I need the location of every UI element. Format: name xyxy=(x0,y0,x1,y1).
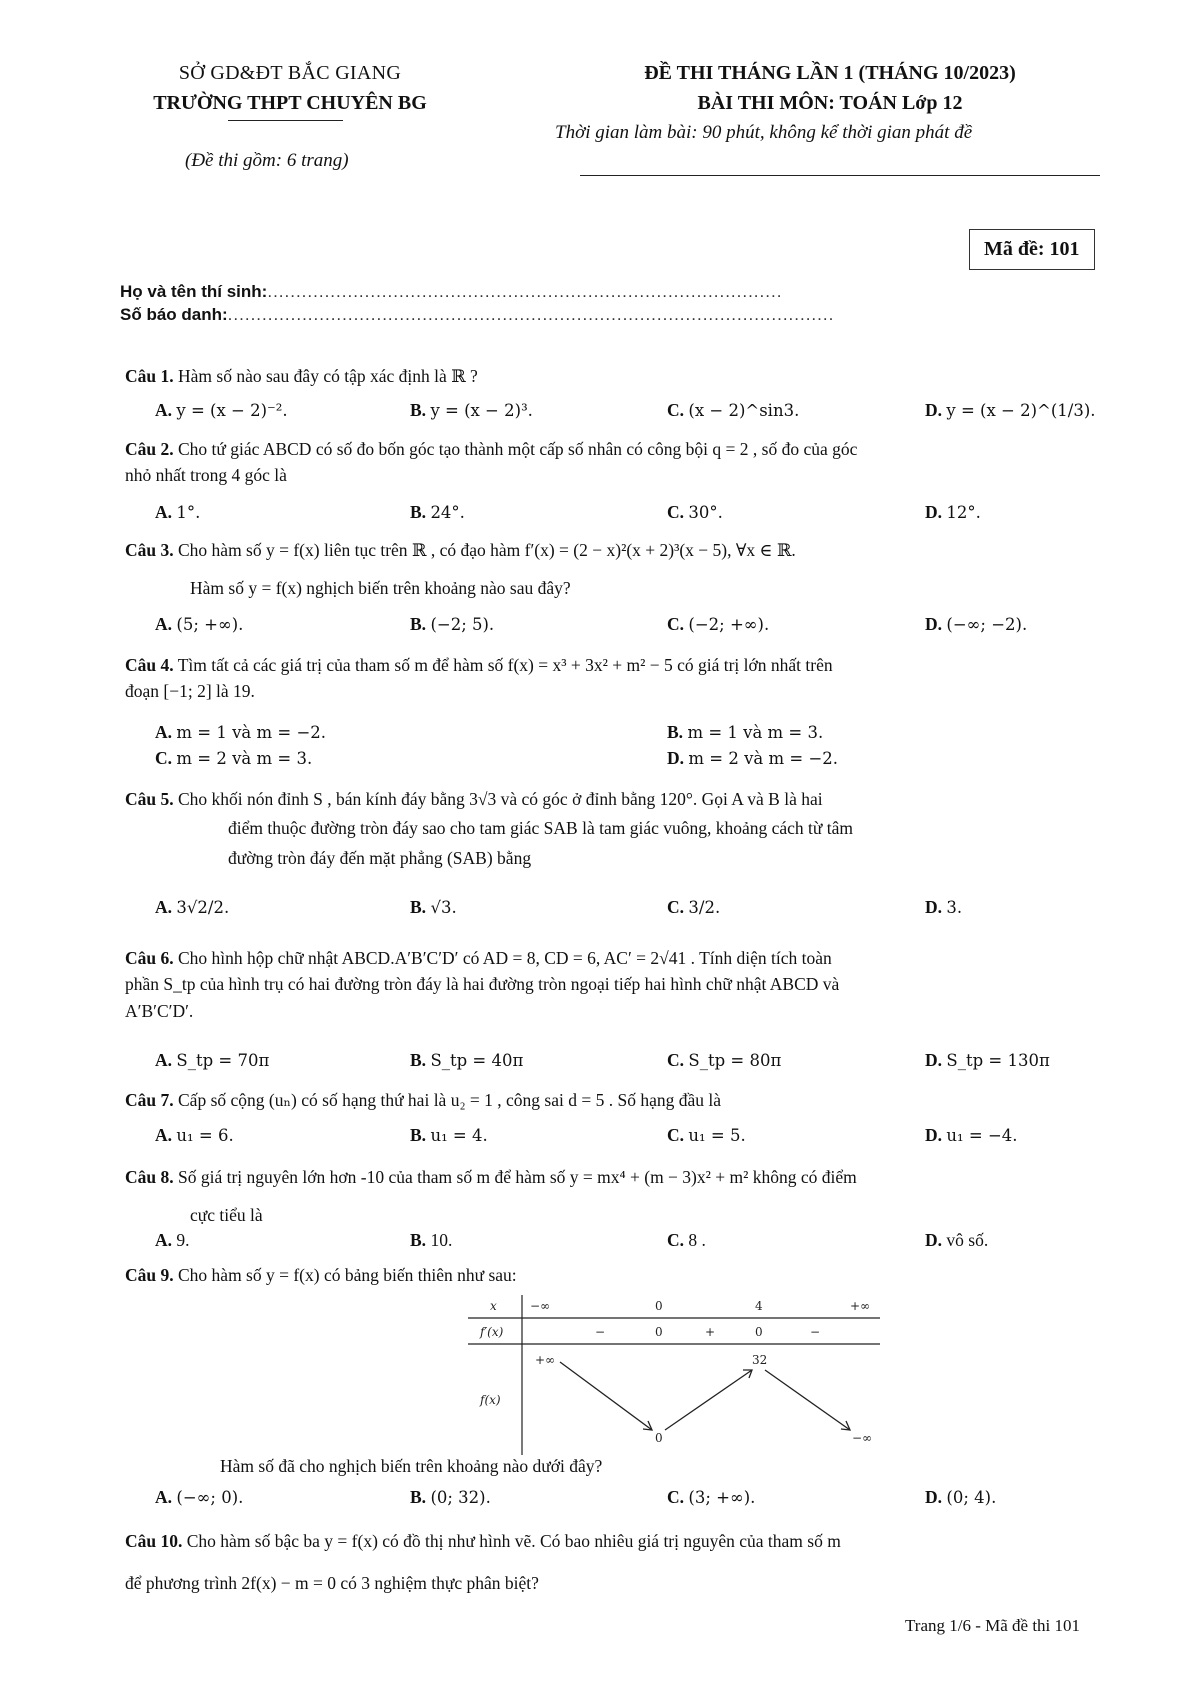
question-3-line2: Hàm số y = f(x) nghịch biến trên khoảng nào sau đây? xyxy=(190,578,571,598)
q7-option-c[interactable]: C. u₁ = 5. xyxy=(667,1125,746,1145)
student-name-label: Họ và tên thí sinh: xyxy=(120,282,268,301)
q7-option-d[interactable]: D. u₁ = −4. xyxy=(925,1125,1018,1145)
vt-f-value: −∞ xyxy=(852,1431,873,1445)
q1-option-d[interactable]: D. y = (x − 2)^(1/3). xyxy=(925,400,1096,420)
exam-subject: BÀI THI MÔN: TOÁN Lớp 12 xyxy=(697,92,963,114)
question-9-line2: Hàm số đã cho nghịch biến trên khoảng nào dưới đây? xyxy=(220,1456,603,1476)
student-id-dots: .......................................................................................................... xyxy=(227,305,835,324)
question-8: Câu 8. Số giá trị nguyên lớn hơn -10 của tham số m để hàm số y = mx⁴ + (m − 3)x² + m² không có điểm xyxy=(125,1167,857,1187)
question-5-line2: điểm thuộc đường tròn đáy sao cho tam giác SAB là tam giác vuông, khoảng cách từ tâm xyxy=(228,818,854,838)
q3-option-c[interactable]: C. (−2; +∞). xyxy=(667,614,770,634)
question-5: Câu 5. Cho khối nón đỉnh S , bán kính đáy bằng 3√3 và có góc ở đỉnh bằng 120°. Gọi A và B là hai xyxy=(125,789,823,809)
q5-option-b[interactable]: B. √3. xyxy=(410,897,457,917)
q6-option-a[interactable]: A. S_tp = 70π xyxy=(155,1050,270,1070)
time-note: Thời gian làm bài: 90 phút, không kể thời gian phát đề xyxy=(555,122,973,143)
q9-option-a[interactable]: A. (−∞; 0). xyxy=(155,1487,244,1507)
vt-sign: + xyxy=(705,1325,716,1339)
q8-option-a[interactable]: A. 9. xyxy=(155,1230,190,1250)
vt-f-value: 32 xyxy=(752,1353,768,1367)
q9-option-d[interactable]: D. (0; 4). xyxy=(925,1487,997,1507)
vt-sign: 0 xyxy=(755,1325,763,1339)
q6-option-d[interactable]: D. S_tp = 130π xyxy=(925,1050,1050,1070)
vt-f-value: +∞ xyxy=(535,1353,556,1367)
vt-x-value: +∞ xyxy=(850,1299,871,1313)
q8-option-c[interactable]: C. 8 . xyxy=(667,1230,706,1250)
q1-option-b[interactable]: B. y = (x − 2)³. xyxy=(410,400,533,420)
vt-x-label: x xyxy=(490,1299,497,1313)
q8-option-b[interactable]: B. 10. xyxy=(410,1230,453,1250)
q3-option-d[interactable]: D. (−∞; −2). xyxy=(925,614,1028,634)
question-5-line3: đường tròn đáy đến mặt phẳng (SAB) bằng xyxy=(228,848,532,868)
school-underline xyxy=(228,120,343,121)
q5-option-d[interactable]: D. 3. xyxy=(925,897,963,917)
vt-sign: − xyxy=(595,1325,606,1339)
question-1: Câu 1. Hàm số nào sau đây có tập xác định là ℝ ? xyxy=(125,366,478,386)
q6-option-b[interactable]: B. S_tp = 40π xyxy=(410,1050,524,1070)
question-6: Câu 6. Cho hình hộp chữ nhật ABCD.A′B′C′D′ có AD = 8, CD = 6, AC′ = 2√41 . Tính diện tích toàn phần S_tp của hình trụ có hai đường tròn đáy là hai đường tròn ngoại tiếp hai hình chữ nhật ABCD và A′B′C′D′. xyxy=(125,948,840,1021)
header-rule xyxy=(580,175,1100,176)
variation-table xyxy=(460,1290,890,1460)
q3-option-a[interactable]: A. (5; +∞). xyxy=(155,614,244,634)
q2-option-d[interactable]: D. 12°. xyxy=(925,502,981,522)
vt-x-value: −∞ xyxy=(530,1299,551,1313)
question-10-line2: để phương trình 2f(x) − m = 0 có 3 nghiệm thực phân biệt? xyxy=(125,1573,539,1593)
vt-sign: 0 xyxy=(655,1325,663,1339)
question-4: Câu 4. Tìm tất cả các giá trị của tham số m để hàm số f(x) = x³ + 3x² + m² − 5 có giá trị lớn nhất trên đoạn [−1; 2] là 19. xyxy=(125,655,833,702)
q5-option-a[interactable]: A. 3√2/2. xyxy=(155,897,230,917)
q2-option-a[interactable]: A. 1°. xyxy=(155,502,201,522)
vt-sign: − xyxy=(810,1325,821,1339)
student-name-dots: .......................................................................................... xyxy=(267,282,783,301)
vt-x-value: 4 xyxy=(755,1299,763,1313)
q7-option-b[interactable]: B. u₁ = 4. xyxy=(410,1125,488,1145)
vt-arrow-down-2 xyxy=(765,1370,850,1430)
q5-option-c[interactable]: C. 3/2. xyxy=(667,897,721,917)
q1-option-c[interactable]: C. (x − 2)^sin3. xyxy=(667,400,800,420)
q2-option-b[interactable]: B. 24°. xyxy=(410,502,465,522)
question-7: Câu 7. Cấp số cộng (uₙ) có số hạng thứ hai là u₂ = 1 , công sai d = 5 . Số hạng đầu là xyxy=(125,1090,722,1110)
q7-option-a[interactable]: A. u₁ = 6. xyxy=(155,1125,234,1145)
question-2: Câu 2. Cho tứ giác ABCD có số đo bốn góc tạo thành một cấp số nhân có công bội q = 2 , số đo của góc nhỏ nhất trong 4 góc là xyxy=(125,439,858,486)
vt-arrow-down-1 xyxy=(560,1362,652,1430)
q4-option-b[interactable]: B. m = 1 và m = 3. xyxy=(667,722,824,742)
department-name: SỞ GD&ĐT BẮC GIANG xyxy=(178,62,402,84)
student-name-line[interactable] xyxy=(120,282,782,302)
vt-f-label: f(x) xyxy=(480,1393,501,1407)
exam-title: ĐỀ THI THÁNG LẦN 1 (THÁNG 10/2023) xyxy=(644,62,1016,84)
q9-option-b[interactable]: B. (0; 32). xyxy=(410,1487,491,1507)
exam-code-box: Mã đề: 101 xyxy=(969,229,1095,270)
vt-x-value: 0 xyxy=(655,1299,663,1313)
q4-option-a[interactable]: A. m = 1 và m = −2. xyxy=(155,722,327,742)
q9-option-c[interactable]: C. (3; +∞). xyxy=(667,1487,756,1507)
pages-note: (Đề thi gồm: 6 trang) xyxy=(185,150,349,171)
q6-option-c[interactable]: C. S_tp = 80π xyxy=(667,1050,782,1070)
student-id-line[interactable] xyxy=(120,305,834,325)
q2-option-c[interactable]: C. 30°. xyxy=(667,502,723,522)
page-footer: Trang 1/6 - Mã đề thi 101 xyxy=(905,1616,1081,1635)
vt-arrow-up xyxy=(665,1370,752,1430)
question-8-line2: cực tiểu là xyxy=(190,1205,263,1225)
question-3: Câu 3. Cho hàm số y = f(x) liên tục trên ℝ , có đạo hàm f′(x) = (2 − x)²(x + 2)³(x − 5), ∀x ∈ ℝ. xyxy=(125,540,796,560)
q3-option-b[interactable]: B. (−2; 5). xyxy=(410,614,495,634)
vt-f-value: 0 xyxy=(655,1431,663,1445)
q4-option-c[interactable]: C. m = 2 và m = 3. xyxy=(155,748,313,768)
question-9: Câu 9. Cho hàm số y = f(x) có bảng biến thiên như sau: xyxy=(125,1265,517,1285)
q1-option-a[interactable]: A. y = (x − 2)⁻². xyxy=(155,400,288,420)
q8-option-d[interactable]: D. vô số. xyxy=(925,1230,989,1250)
question-1-text: Hàm số nào sau đây có tập xác định là ℝ ? xyxy=(178,366,478,386)
student-id-label: Số báo danh: xyxy=(120,305,228,324)
school-name: TRƯỜNG THPT CHUYÊN BG xyxy=(153,92,427,114)
vt-fprime-label: f′(x) xyxy=(480,1325,504,1339)
question-10: Câu 10. Cho hàm số bậc ba y = f(x) có đồ thị như hình vẽ. Có bao nhiêu giá trị nguyên của tham số m xyxy=(125,1531,841,1551)
q4-option-d[interactable]: D. m = 2 và m = −2. xyxy=(667,748,839,768)
